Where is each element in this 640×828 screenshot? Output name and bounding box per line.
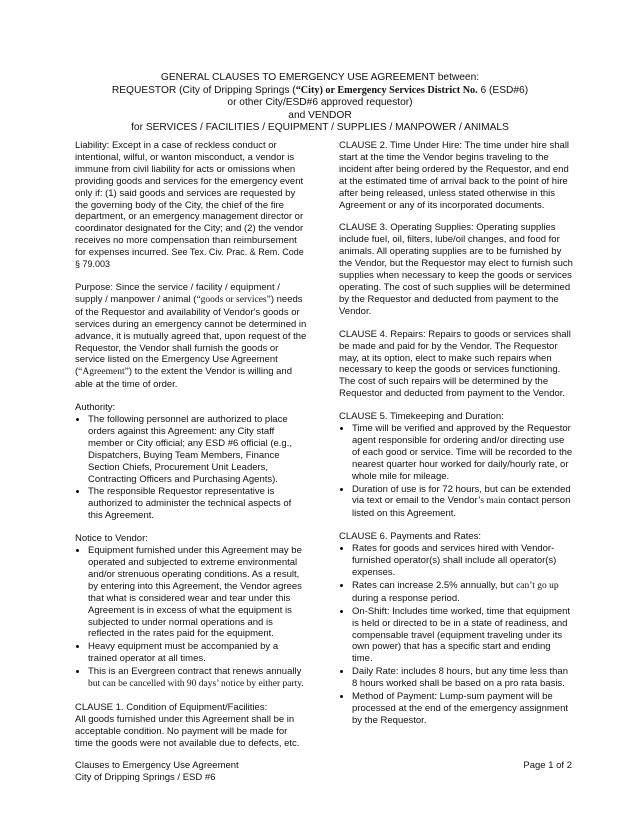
liability-citation: See Tex. Civ. Prac. & Rem. Code § 79.003 <box>75 247 304 270</box>
clause6-item: • On-Shift: Includes time worked, time that equipment is held or directed to be in a state of readiness, and compensable travel (equipment traveling under its own power) that has a specific start and ending time. <box>352 606 573 666</box>
header-requestor: REQUESTOR (City of Dripping Springs ( <box>111 84 296 96</box>
right-column <box>339 140 573 738</box>
clause3-heading: CLAUSE 3. Operating Supplies: <box>339 222 474 234</box>
purpose-text-2: ) needs of the Requestor and availability of Vendor's goods or services during an emergency cannot be determined in advance, it is mutually agreed that, upon request of the Requestor, the Vendor shall furnish the goods or service listed on the Emergency Use Agreement ( <box>75 293 307 378</box>
clause6-item: • Daily Rate: includes 8 hours, but any time less than 8 hours worked shall be based on a pro rata basis. <box>352 666 573 690</box>
clause6-item: • Method of Payment: Lump-sum payment will be processed at the end of the emergency assignment by the Requestor. <box>352 691 573 727</box>
purpose-text-3: ) to the extent the Vendor is willing and able at the time of order. <box>75 366 292 391</box>
clause5-heading: CLAUSE 5. Timekeeping and Duration: <box>339 411 504 423</box>
clause1-heading: CLAUSE 1. Condition of Equipment/Facilities: <box>75 701 268 713</box>
footer-line-1: Clauses to Emergency Use Agreement <box>75 760 239 771</box>
clause2-body: The time under hire shall start at the time the Vendor begins traveling to the incident after being ordered by the Requestor, and end at the estimated time of arrival back to the point of hire after being released, unless stated otherwise in this Agreement or any of its incorporated documents. <box>339 140 570 211</box>
notice-item <box>88 666 307 691</box>
notice-cancel-text: but can be cancelled with 90 days’ notice by either party. <box>88 679 304 690</box>
clause3-body: Operating supplies include fuel, oil, filters, lube/oil changes, and food for animals. All operating supplies are to be furnished by the Vendor, but the Requestor may elect to furnish such supplies when necessary to keep the goods or services operating. The cost of such supplies will be determined by the Requestor and deducted from payment to the Vendor. <box>339 222 573 317</box>
purpose-text-1: Purpose: Since the service / facility / equipment / supply / manpower / animal ( <box>75 281 280 305</box>
authority-heading: Authority: <box>75 402 116 414</box>
notice-list <box>75 545 307 691</box>
purpose-paragraph <box>75 282 307 391</box>
header-esd-name: “City) or Emergency Services District No. <box>295 84 478 96</box>
clause5-item <box>352 484 573 521</box>
authority-list <box>75 414 307 522</box>
clause6-rates-text: Rates can increase 2.5% annually, but <box>352 579 517 591</box>
clause2-heading: CLAUSE 2. Time Under Hire: <box>339 140 463 151</box>
header-line-1: GENERAL CLAUSES TO EMERGENCY USE AGREEMENT between: <box>160 72 480 83</box>
page-number: Page 1 of 2 <box>523 760 572 771</box>
header-line-3: or other City/ESD#6 approved requestor) <box>227 97 413 109</box>
notice-item: • Equipment furnished under this Agreement may be operated and subjected to extreme environmental and/or strenuous operating conditions. As a result, by entering into this Agreement, the Vendor agrees that what is considered wear and tear under this Agreement is in excess of what the equipment is subjected to under normal operations and is reflected in the rates paid for the equipment. <box>88 545 307 640</box>
clause1-body: All goods furnished under this Agreement shall be in acceptable condition. No payment will be made for time the goods were not available due to defects, etc. <box>75 713 300 749</box>
purpose-agreement-term: “Agreement” <box>78 367 129 378</box>
header-line-4: and VENDOR <box>288 109 352 121</box>
notice-heading: Notice to Vendor: <box>75 533 148 545</box>
clause5-list <box>339 423 573 520</box>
clause6-item <box>352 580 573 605</box>
clause5-duration-text: Duration of use is for 72 hours, but can be extended via text or email to the Vendor <box>352 483 571 507</box>
clause6-heading: CLAUSE 6. Payments and Rates: <box>339 531 482 543</box>
liability-text: Liability: Except in a case of reckless conduct or intentional, wilful, or wanton misconduct, a vendor is immune from civil liability for acts or omissions when providing goods and services for the emergency event only if: (1) said goods and services are requested by the governing body of the City, the chief of the fire department, or an emergency management director or coordinator designated for the City; and (2) the vendor receives no more compensation than reimbursement for expenses incurred. <box>75 140 304 259</box>
footer-line-2: City of Dripping Springs / ESD #6 <box>75 772 216 783</box>
clause5-main-text: ’s main <box>477 496 506 507</box>
clause3-paragraph <box>339 222 573 317</box>
clause6-cant-go-up: can’t go up <box>516 580 559 591</box>
purpose-goods-term: “goods or services” <box>196 294 271 305</box>
footer-left <box>75 760 239 784</box>
header-line-2 <box>60 85 580 98</box>
clause5-item: • Time will be verified and approved by the Requestor agent responsible for ordering and/or directing use of each good or service. Time will be recorded to the nearest quarter hour worked for daily/hourly rate, or whole mile for mileage. <box>352 423 573 483</box>
clause4-paragraph <box>339 329 573 400</box>
authority-item: • The responsible Requestor representative is authorized to administer the technical aspects of this Agreement. <box>88 486 307 522</box>
clause4-body: Repairs to goods or services shall be made and paid for by the Vendor. The Requestor may, at its option, elect to make such repairs when necessary to keep the goods or services functioning. The cost of such repairs will be determined by the Requestor and deducted from payment to the Vendor. <box>339 328 571 400</box>
header-line-5: for SERVICES / FACILITIES / EQUIPMENT / SUPPLIES / MANPOWER / ANIMALS <box>131 122 509 134</box>
notice-evergreen-text: This is an Evergreen contract that renews annually <box>88 666 302 678</box>
clause6-list <box>339 543 573 727</box>
clause6-item: • Rates for goods and services hired with Vendor-furnished operator(s) shall include all operator(s) expenses. <box>352 543 573 579</box>
clause6-response-text: during a response period. <box>352 592 460 604</box>
clause4-heading: CLAUSE 4. Repairs: <box>339 328 426 340</box>
liability-paragraph <box>75 140 307 271</box>
notice-item: • Heavy equipment must be accompanied by a trained operator at all times. <box>88 641 307 665</box>
document-header <box>60 72 580 135</box>
left-column <box>75 140 307 761</box>
authority-item: • The following personnel are authorized to place orders against this Agreement: any City staff member or City official; any ESD #6 official (e.g., Dispatchers, Buying Team Members, Finance Section Chiefs, Procurement Unit Leaders, Contracting Officers and Purchasing Agents). <box>88 414 307 485</box>
clause5-contact-text: contact person listed on this Agreement. <box>352 495 571 520</box>
clause2-paragraph <box>339 140 573 211</box>
header-esd-number: 6 (ESD#6) <box>477 84 529 96</box>
